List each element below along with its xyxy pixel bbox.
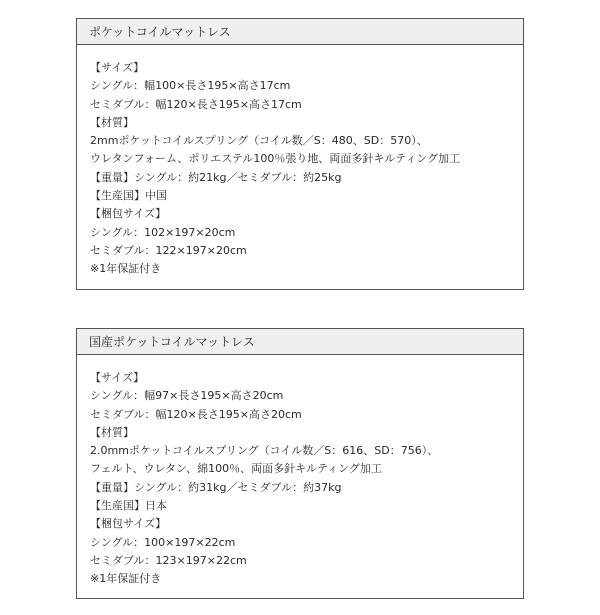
spec-box-title: ポケットコイルマットレス — [77, 19, 523, 45]
material-line-2: ウレタンフォーム、ポリエステル100％張り地、両面多針キルティング加工 — [90, 152, 461, 166]
origin-line: 【生産国】日本 — [90, 499, 167, 513]
size-single: シングル：幅97×長さ195×高さ20cm — [90, 389, 284, 403]
spec-box-pocket-coil-mattress — [76, 18, 524, 290]
warranty-note: ※1年保証付き — [90, 572, 162, 586]
package-size-single: シングル：100×197×22cm — [90, 535, 236, 549]
spec-box-body — [77, 45, 523, 279]
package-size-single: シングル：102×197×20cm — [90, 225, 236, 239]
spec-box-body — [77, 355, 523, 589]
material-line-2: フェルト、ウレタン、綿100％、両面多針キルティング加工 — [90, 462, 382, 476]
weight-line: 【重量】シングル：約31kg／セミダブル：約37kg — [90, 480, 342, 494]
spec-box-domestic-pocket-coil-mattress — [76, 328, 524, 599]
package-size-semi-double: セミダブル：123×197×22cm — [90, 553, 247, 567]
material-line-1: 2mmポケットコイルスプリング（コイル数／S：480、SD：570）、 — [90, 134, 428, 148]
warranty-note: ※1年保証付き — [90, 262, 162, 276]
origin-line: 【生産国】中国 — [90, 189, 167, 203]
material-heading: 【材質】 — [90, 115, 134, 129]
size-semi-double: セミダブル：幅120×長さ195×高さ20cm — [90, 407, 302, 421]
spec-box-title: 国産ポケットコイルマットレス — [77, 329, 523, 355]
package-size-heading: 【梱包サイズ】 — [90, 517, 167, 531]
weight-line: 【重量】シングル：約21kg／セミダブル：約25kg — [90, 170, 342, 184]
package-size-semi-double: セミダブル：122×197×20cm — [90, 243, 247, 257]
package-size-heading: 【梱包サイズ】 — [90, 207, 167, 221]
size-heading: 【サイズ】 — [90, 61, 145, 74]
material-heading: 【材質】 — [90, 425, 134, 439]
size-semi-double: セミダブル：幅120×長さ195×高さ17cm — [90, 97, 302, 111]
size-heading: 【サイズ】 — [90, 371, 145, 384]
size-single: シングル：幅100×長さ195×高さ17cm — [90, 79, 291, 93]
material-line-1: 2.0mmポケットコイルスプリング（コイル数／S：616、SD：756）、 — [90, 444, 439, 458]
